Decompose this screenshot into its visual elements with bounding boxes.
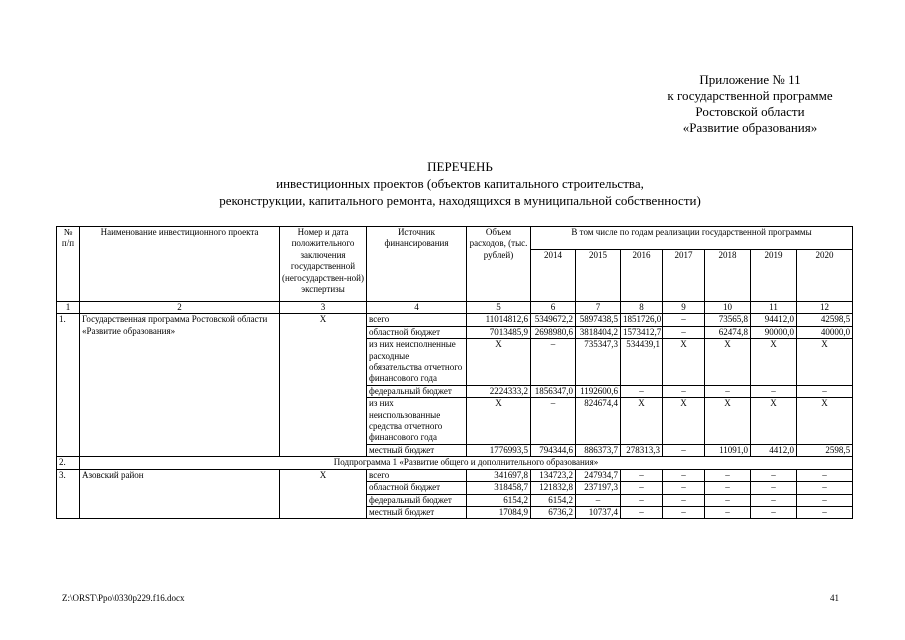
- header-row: [57, 227, 853, 250]
- funding-source: всего: [367, 314, 467, 326]
- column-numbers-row: [57, 302, 853, 314]
- year-value: 73565,8: [705, 314, 751, 326]
- header-years-caption: В том числе по годам реализации государственной программы: [531, 227, 853, 250]
- year-value: 121832,8: [531, 482, 576, 494]
- funding-source: из них неисполненные расходные обязательства отчетного финансового года: [367, 339, 467, 386]
- funding-source: всего: [367, 469, 467, 481]
- year-value: 5897438,5: [576, 314, 621, 326]
- year-value: –: [705, 469, 751, 481]
- table-row: [57, 314, 853, 326]
- column-number: 8: [621, 302, 663, 314]
- year-value: –: [797, 506, 853, 518]
- header-year: 2020: [797, 250, 853, 302]
- column-number: 7: [576, 302, 621, 314]
- year-value: 794344,6: [531, 444, 576, 456]
- year-value: –: [797, 494, 853, 506]
- year-value: –: [751, 482, 797, 494]
- year-value: 5349672,2: [531, 314, 576, 326]
- expertise-cell: X: [280, 314, 367, 457]
- funding-source: областной бюджет: [367, 326, 467, 338]
- year-value: –: [621, 469, 663, 481]
- year-value: 735347,3: [576, 339, 621, 386]
- funding-source: федеральный бюджет: [367, 494, 467, 506]
- year-value: X: [705, 339, 751, 386]
- year-value: X: [663, 398, 705, 445]
- appendix-line: «Развитие образования»: [682, 120, 818, 135]
- table-row: [57, 469, 853, 481]
- year-value: 40000,0: [797, 326, 853, 338]
- total-volume: 17084,9: [467, 506, 531, 518]
- year-value: –: [751, 385, 797, 397]
- column-number: 10: [705, 302, 751, 314]
- document-title: [150, 158, 770, 209]
- appendix-line: Ростовской области: [695, 104, 805, 119]
- year-value: –: [576, 494, 621, 506]
- title-line: реконструкции, капитального ремонта, находящихся в муниципальной собственности): [219, 193, 701, 208]
- year-value: 886373,7: [576, 444, 621, 456]
- year-value: X: [705, 398, 751, 445]
- year-value: –: [531, 398, 576, 445]
- year-value: 824674,4: [576, 398, 621, 445]
- total-volume: 6154,2: [467, 494, 531, 506]
- total-volume: 7013485,9: [467, 326, 531, 338]
- year-value: 1856347,0: [531, 385, 576, 397]
- expertise-cell: X: [280, 469, 367, 519]
- title-line: инвестиционных проектов (объектов капитального строительства,: [276, 176, 644, 191]
- year-value: –: [621, 506, 663, 518]
- year-value: 6736,2: [531, 506, 576, 518]
- funding-source: местный бюджет: [367, 444, 467, 456]
- year-value: –: [797, 482, 853, 494]
- funding-source: местный бюджет: [367, 506, 467, 518]
- year-value: 62474,8: [705, 326, 751, 338]
- year-value: 278313,3: [621, 444, 663, 456]
- header-source: Источник финансирования: [367, 227, 467, 302]
- column-number: 11: [751, 302, 797, 314]
- year-value: 42598,5: [797, 314, 853, 326]
- column-number: 2: [80, 302, 280, 314]
- year-value: X: [751, 339, 797, 386]
- appendix-header: [610, 72, 890, 136]
- funding-source: из них неиспользованные средства отчетного финансового года: [367, 398, 467, 445]
- year-value: 134723,2: [531, 469, 576, 481]
- header-year: 2014: [531, 250, 576, 302]
- year-value: –: [621, 385, 663, 397]
- total-volume: X: [467, 398, 531, 445]
- column-number: 9: [663, 302, 705, 314]
- appendix-line: к государственной программе: [667, 88, 833, 103]
- year-value: –: [663, 482, 705, 494]
- header-year: 2017: [663, 250, 705, 302]
- year-value: 2598,5: [797, 444, 853, 456]
- year-value: 6154,2: [531, 494, 576, 506]
- year-value: –: [705, 506, 751, 518]
- year-value: 1573412,7: [621, 326, 663, 338]
- appendix-line: Приложение № 11: [699, 72, 801, 87]
- year-value: –: [797, 385, 853, 397]
- year-value: X: [621, 398, 663, 445]
- year-value: –: [751, 494, 797, 506]
- investment-projects-table: [56, 226, 853, 519]
- year-value: 4412,0: [751, 444, 797, 456]
- row-number: 3.: [57, 469, 80, 519]
- year-value: 10737,4: [576, 506, 621, 518]
- year-value: –: [663, 444, 705, 456]
- subprogram-title: Подпрограмма 1 «Развитие общего и дополнительного образования»: [80, 457, 853, 469]
- year-value: –: [621, 494, 663, 506]
- year-value: 247934,7: [576, 469, 621, 481]
- year-value: –: [621, 482, 663, 494]
- header-year: 2015: [576, 250, 621, 302]
- year-value: 1192600,6: [576, 385, 621, 397]
- page-number: 41: [830, 593, 839, 603]
- title-line: ПЕРЕЧЕНЬ: [427, 159, 493, 174]
- total-volume: 2224333,2: [467, 385, 531, 397]
- year-value: –: [531, 339, 576, 386]
- subprogram-row: [57, 457, 853, 469]
- year-value: 3818404,2: [576, 326, 621, 338]
- year-value: X: [751, 398, 797, 445]
- year-value: –: [751, 469, 797, 481]
- row-number: 2.: [57, 457, 80, 469]
- year-value: 90000,0: [751, 326, 797, 338]
- funding-source: федеральный бюджет: [367, 385, 467, 397]
- year-value: 2698980,6: [531, 326, 576, 338]
- column-number: 4: [367, 302, 467, 314]
- year-value: –: [663, 506, 705, 518]
- year-value: 94412,0: [751, 314, 797, 326]
- footer-file-path: Z:\ORST\Ppo\0330p229.f16.docx: [62, 593, 185, 603]
- year-value: –: [663, 326, 705, 338]
- total-volume: 11014812,6: [467, 314, 531, 326]
- funding-source: областной бюджет: [367, 482, 467, 494]
- total-volume: 318458,7: [467, 482, 531, 494]
- header-year: 2019: [751, 250, 797, 302]
- column-number: 12: [797, 302, 853, 314]
- year-value: –: [663, 314, 705, 326]
- year-value: –: [797, 469, 853, 481]
- year-value: X: [663, 339, 705, 386]
- project-name: Азовский район: [80, 469, 280, 519]
- year-value: –: [705, 385, 751, 397]
- year-value: –: [663, 469, 705, 481]
- column-number: 6: [531, 302, 576, 314]
- project-name: Государственная программа Ростовской области «Развитие образования»: [80, 314, 280, 457]
- header-expert: Номер и дата положительного заключения государственной (негосударствен-ной) экспертизы: [280, 227, 367, 302]
- total-volume: X: [467, 339, 531, 386]
- column-number: 1: [57, 302, 80, 314]
- header-volume: Объем расходов, (тыс. рублей): [467, 227, 531, 302]
- year-value: X: [797, 339, 853, 386]
- year-value: –: [751, 506, 797, 518]
- year-value: 237197,3: [576, 482, 621, 494]
- year-value: –: [705, 494, 751, 506]
- header-name: Наименование инвестиционного проекта: [80, 227, 280, 302]
- year-value: –: [705, 482, 751, 494]
- header-num: № п/п: [57, 227, 80, 302]
- row-number: 1.: [57, 314, 80, 457]
- year-value: –: [663, 385, 705, 397]
- column-number: 5: [467, 302, 531, 314]
- header-year: 2018: [705, 250, 751, 302]
- total-volume: 1776993,5: [467, 444, 531, 456]
- year-value: –: [663, 494, 705, 506]
- year-value: 1851726,0: [621, 314, 663, 326]
- year-value: 534439,1: [621, 339, 663, 386]
- year-value: 11091,0: [705, 444, 751, 456]
- year-value: X: [797, 398, 853, 445]
- total-volume: 341697,8: [467, 469, 531, 481]
- header-year: 2016: [621, 250, 663, 302]
- column-number: 3: [280, 302, 367, 314]
